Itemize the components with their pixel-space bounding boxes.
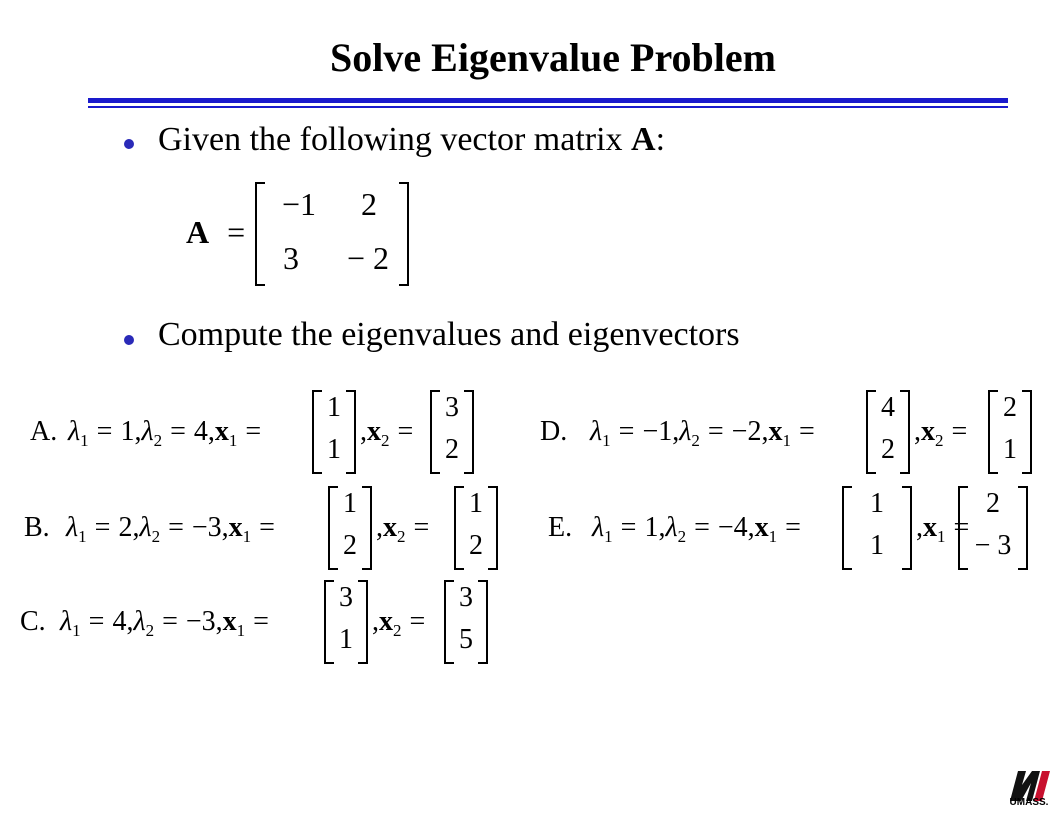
matrix-a-cell-12: 2 xyxy=(361,186,377,222)
option-3-equation xyxy=(60,606,277,638)
lambda1-value: 4 xyxy=(112,606,127,637)
option-5-x1-vector xyxy=(842,486,912,570)
lambda-symbol: λ xyxy=(133,606,146,637)
comma: , xyxy=(658,512,666,543)
option-2-x2-vector xyxy=(454,486,498,570)
x2-sub: 2 xyxy=(397,527,406,546)
option-3-letter: C. xyxy=(20,606,46,637)
option-3-x2-lhs xyxy=(372,606,433,638)
lambda-sub: 2 xyxy=(691,431,700,450)
x1-sub: 1 xyxy=(768,527,778,546)
option-4-x1-vector xyxy=(866,390,910,474)
x1-cell-top: 4 xyxy=(881,392,895,423)
lambda-sub: 1 xyxy=(78,527,87,546)
x2-label: x xyxy=(383,512,397,543)
x2-cell-top: 1 xyxy=(469,488,483,519)
option-5-letter: E. xyxy=(548,512,573,543)
matrix-a xyxy=(255,182,409,286)
x1-sub: 1 xyxy=(236,621,246,640)
option-1-letter: A. xyxy=(30,416,58,447)
option-1-equation xyxy=(68,416,269,448)
option-5-equation xyxy=(592,512,809,544)
lambda-symbol: λ xyxy=(590,416,603,447)
bullet-dot-icon xyxy=(124,139,134,149)
eq-sign: = xyxy=(694,512,710,543)
x2-cell-bottom: − 3 xyxy=(974,530,1012,561)
option-1-x2-lhs xyxy=(360,416,421,448)
eq-sign: = xyxy=(170,416,186,447)
bullet-given-suffix: : xyxy=(655,121,666,158)
x1-sub: 1 xyxy=(782,431,791,450)
x1-sub: 1 xyxy=(242,527,252,546)
option-3-x2-vector xyxy=(444,580,488,664)
x1-label: x xyxy=(214,416,229,447)
comma: , xyxy=(207,416,215,447)
x1-cell-top: 1 xyxy=(327,392,341,423)
option-1-x1-vector xyxy=(312,390,356,474)
x1-cell-top: 3 xyxy=(339,582,353,613)
x2-sub: 2 xyxy=(393,621,402,640)
comma: , xyxy=(215,606,223,637)
lambda1-value: −1 xyxy=(642,416,673,447)
lambda-sub: 1 xyxy=(602,431,611,450)
x2-label: x xyxy=(379,606,393,637)
lambda-sub: 2 xyxy=(153,431,163,450)
comma: , xyxy=(376,512,383,543)
x1-cell-bottom: 1 xyxy=(339,624,353,655)
x2-label: x xyxy=(921,416,935,447)
x1-label: x xyxy=(754,512,769,543)
lambda-symbol: λ xyxy=(679,416,692,447)
bullet-dot-icon xyxy=(124,335,134,345)
x2-cell-bottom: 1 xyxy=(1003,434,1017,465)
lambda1-value: 1 xyxy=(644,512,659,543)
eq-sign: = xyxy=(413,512,430,543)
matrix-a-label: A xyxy=(186,214,210,250)
lambda-sub: 2 xyxy=(145,621,155,640)
comma: , xyxy=(372,606,379,637)
eq-sign: = xyxy=(620,512,637,543)
eq-sign: = xyxy=(168,512,184,543)
lambda-symbol: λ xyxy=(66,512,79,543)
lambda1-value: 1 xyxy=(120,416,135,447)
lambda2-value: −4 xyxy=(717,512,748,543)
x2-cell-bottom: 2 xyxy=(445,434,459,465)
lambda-sub: 2 xyxy=(677,527,687,546)
title-rule-thick xyxy=(88,98,1008,103)
lambda2-value: −3 xyxy=(185,606,216,637)
title-rule-thin xyxy=(88,106,1008,108)
comma: , xyxy=(126,606,134,637)
matrix-a-cell-22: − 2 xyxy=(346,240,390,276)
comma: , xyxy=(747,512,755,543)
eq-sign: = xyxy=(94,512,111,543)
lambda-sub: 1 xyxy=(80,431,89,450)
eq-sign: = xyxy=(253,606,269,637)
bullet-given-bold: A xyxy=(631,121,656,158)
matrix-a-eq: = xyxy=(227,214,246,250)
x1-cell-bottom: 1 xyxy=(327,434,341,465)
matrix-a-cell-11: −1 xyxy=(281,186,317,222)
comma: , xyxy=(914,416,921,447)
lambda2-value: 4 xyxy=(193,416,208,447)
x2-cell-top: 2 xyxy=(986,488,1000,519)
option-4-letter: D. xyxy=(540,416,568,447)
slide-title: Solve Eigenvalue Problem xyxy=(330,35,776,80)
eq-sign: = xyxy=(245,416,262,447)
eq-sign: = xyxy=(785,512,801,543)
option-2-x2-lhs xyxy=(376,512,437,544)
x2-sub: 1 xyxy=(937,527,946,546)
x2-sub: 2 xyxy=(381,431,390,450)
eq-sign: = xyxy=(259,512,275,543)
lambda-sub: 1 xyxy=(72,621,81,640)
option-4-equation xyxy=(590,416,823,448)
lambda-sub: 2 xyxy=(151,527,161,546)
x1-cell-top: 1 xyxy=(343,488,357,519)
lambda-symbol: λ xyxy=(139,512,152,543)
x1-label: x xyxy=(768,416,783,447)
lambda-symbol: λ xyxy=(68,416,81,447)
eq-sign: = xyxy=(707,416,724,447)
option-2-x1-vector xyxy=(328,486,372,570)
lambda-sub: 1 xyxy=(604,527,613,546)
x2-cell-bottom: 5 xyxy=(459,624,473,655)
lambda1-value: 2 xyxy=(118,512,133,543)
x1-cell-top: 1 xyxy=(870,488,884,519)
comma: , xyxy=(761,416,769,447)
comma: , xyxy=(360,416,367,447)
option-2-equation xyxy=(66,512,283,544)
eq-sign: = xyxy=(409,606,426,637)
x1-cell-bottom: 1 xyxy=(870,530,884,561)
comma: , xyxy=(672,416,680,447)
option-4-x2-vector xyxy=(988,390,1032,474)
option-1-x2-vector xyxy=(430,390,474,474)
x2-cell-top: 3 xyxy=(445,392,459,423)
lambda-symbol: λ xyxy=(141,416,154,447)
lambda2-value: −2 xyxy=(731,416,762,447)
matrix-a-cell-21: 3 xyxy=(283,240,299,276)
eq-sign: = xyxy=(162,606,178,637)
umass-logo-text: UMASS. xyxy=(1009,797,1049,808)
lambda-symbol: λ xyxy=(592,512,605,543)
x2-label: x xyxy=(367,416,381,447)
x2-cell-bottom: 2 xyxy=(469,530,483,561)
eq-sign: = xyxy=(953,512,970,543)
x2-label: x xyxy=(923,512,937,543)
x1-cell-bottom: 2 xyxy=(343,530,357,561)
eq-sign: = xyxy=(88,606,105,637)
bullet-given xyxy=(158,121,665,159)
lambda-symbol: λ xyxy=(665,512,678,543)
matrix-a-lhs xyxy=(186,214,245,251)
comma: , xyxy=(221,512,229,543)
option-5-x2-vector xyxy=(958,486,1028,570)
comma: , xyxy=(916,512,923,543)
comma: , xyxy=(134,416,142,447)
x1-label: x xyxy=(228,512,243,543)
bullet-compute: Compute the eigenvalues and eigenvectors xyxy=(158,316,740,353)
x1-label: x xyxy=(222,606,237,637)
lambda2-value: −3 xyxy=(191,512,222,543)
option-4-x2-lhs xyxy=(914,416,975,448)
x2-cell-top: 3 xyxy=(459,582,473,613)
eq-sign: = xyxy=(951,416,968,447)
option-3-x1-vector xyxy=(324,580,368,664)
bullet-given-prefix: Given the following vector matrix xyxy=(158,121,632,158)
x1-sub: 1 xyxy=(228,431,238,450)
x1-cell-bottom: 2 xyxy=(881,434,895,465)
eq-sign: = xyxy=(618,416,635,447)
eq-sign: = xyxy=(96,416,113,447)
comma: , xyxy=(132,512,140,543)
lambda-symbol: λ xyxy=(60,606,73,637)
x2-sub: 2 xyxy=(935,431,944,450)
x2-cell-top: 2 xyxy=(1003,392,1017,423)
option-2-letter: B. xyxy=(24,512,50,543)
eq-sign: = xyxy=(798,416,815,447)
eq-sign: = xyxy=(397,416,414,447)
